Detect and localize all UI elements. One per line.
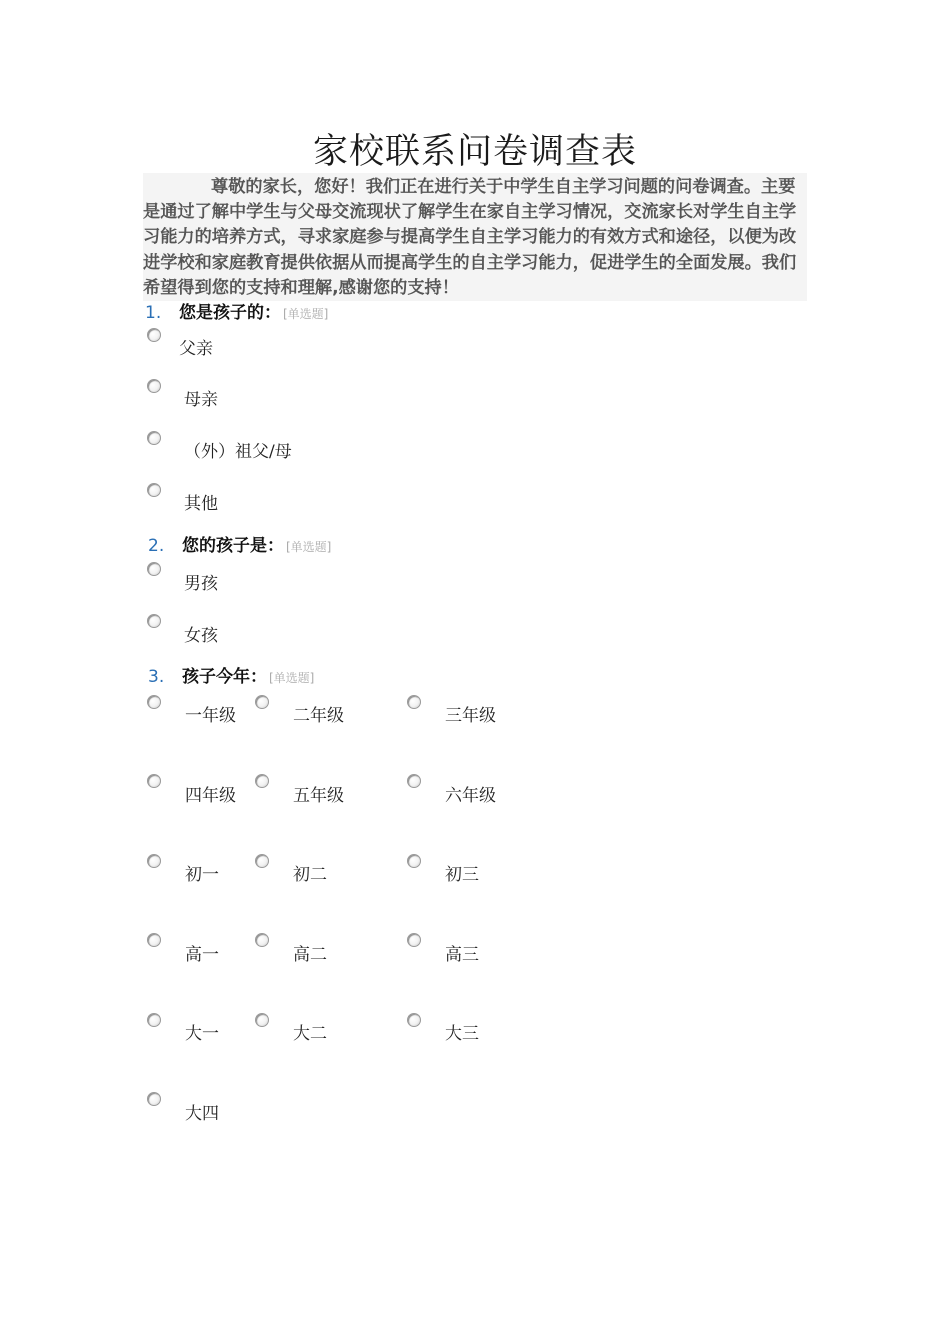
option-label: 六年级 <box>445 786 496 806</box>
radio-girl[interactable] <box>147 614 161 628</box>
option-label: 初一 <box>185 865 219 885</box>
option-label: 大一 <box>185 1024 219 1044</box>
option-label: 一年级 <box>185 706 236 726</box>
option-label: 男孩 <box>184 574 218 594</box>
question-text: 您的孩子是： <box>182 536 284 556</box>
option-label: 初三 <box>445 865 479 885</box>
option-label: 大二 <box>293 1024 327 1044</box>
question-number: 1. <box>145 303 162 323</box>
page-title: 家校联系问卷调查表 <box>312 132 637 172</box>
question-text: 您是孩子的： <box>179 303 281 323</box>
radio-senior-1[interactable] <box>147 933 161 947</box>
radio-mother[interactable] <box>147 379 161 393</box>
option-label: 五年级 <box>293 786 344 806</box>
question-1 <box>145 302 328 325</box>
radio-junior-1[interactable] <box>147 854 161 868</box>
option-label: 二年级 <box>293 706 344 726</box>
question-number: 3. <box>148 667 165 687</box>
option-label: 高二 <box>293 945 327 965</box>
question-type-tag: [单选题] <box>286 540 332 554</box>
radio-senior-2[interactable] <box>255 933 269 947</box>
option-label: 高一 <box>185 945 219 965</box>
radio-college-3[interactable] <box>407 1013 421 1027</box>
option-label: 其他 <box>184 494 218 514</box>
option-label: 母亲 <box>184 390 218 410</box>
option-label: 三年级 <box>445 706 496 726</box>
radio-father[interactable] <box>147 328 161 342</box>
radio-college-1[interactable] <box>147 1013 161 1027</box>
option-label: 父亲 <box>179 339 213 359</box>
question-type-tag: [单选题] <box>283 307 329 321</box>
radio-grandparent[interactable] <box>147 431 161 445</box>
radio-grade-6[interactable] <box>407 774 421 788</box>
option-label: 初二 <box>293 865 327 885</box>
option-label: 四年级 <box>185 786 236 806</box>
option-label: 大三 <box>445 1024 479 1044</box>
question-type-tag: [单选题] <box>269 671 315 685</box>
question-3 <box>148 666 314 689</box>
question-text: 孩子今年： <box>182 667 267 687</box>
radio-college-4[interactable] <box>147 1092 161 1106</box>
question-number: 2. <box>148 536 165 556</box>
option-label: 高三 <box>445 945 479 965</box>
radio-boy[interactable] <box>147 562 161 576</box>
radio-senior-3[interactable] <box>407 933 421 947</box>
radio-grade-3[interactable] <box>407 695 421 709</box>
intro-paragraph: 尊敬的家长，您好！我们正在进行关于中学生自主学习问题的问卷调查。主要是通过了解中学生与父母交流现状了解学生在家自主学习情况，交流家长对学生自主学习能力的培养方式，寻求家庭参与提高学生自主学习能力的有效方式和途径，以便为改进学校和家庭教育提供依据从而提高学生的自主学习能力，促进学生的全面发展。我们希望得到您的支持和理解,感谢您的支持！ <box>143 173 807 301</box>
radio-grade-2[interactable] <box>255 695 269 709</box>
option-label: 女孩 <box>184 626 218 646</box>
radio-college-2[interactable] <box>255 1013 269 1027</box>
question-2 <box>148 535 331 558</box>
radio-other[interactable] <box>147 483 161 497</box>
radio-grade-5[interactable] <box>255 774 269 788</box>
radio-grade-1[interactable] <box>147 695 161 709</box>
radio-junior-3[interactable] <box>407 854 421 868</box>
option-label: （外）祖父/母 <box>184 442 292 462</box>
option-label: 大四 <box>185 1104 219 1124</box>
radio-grade-4[interactable] <box>147 774 161 788</box>
radio-junior-2[interactable] <box>255 854 269 868</box>
